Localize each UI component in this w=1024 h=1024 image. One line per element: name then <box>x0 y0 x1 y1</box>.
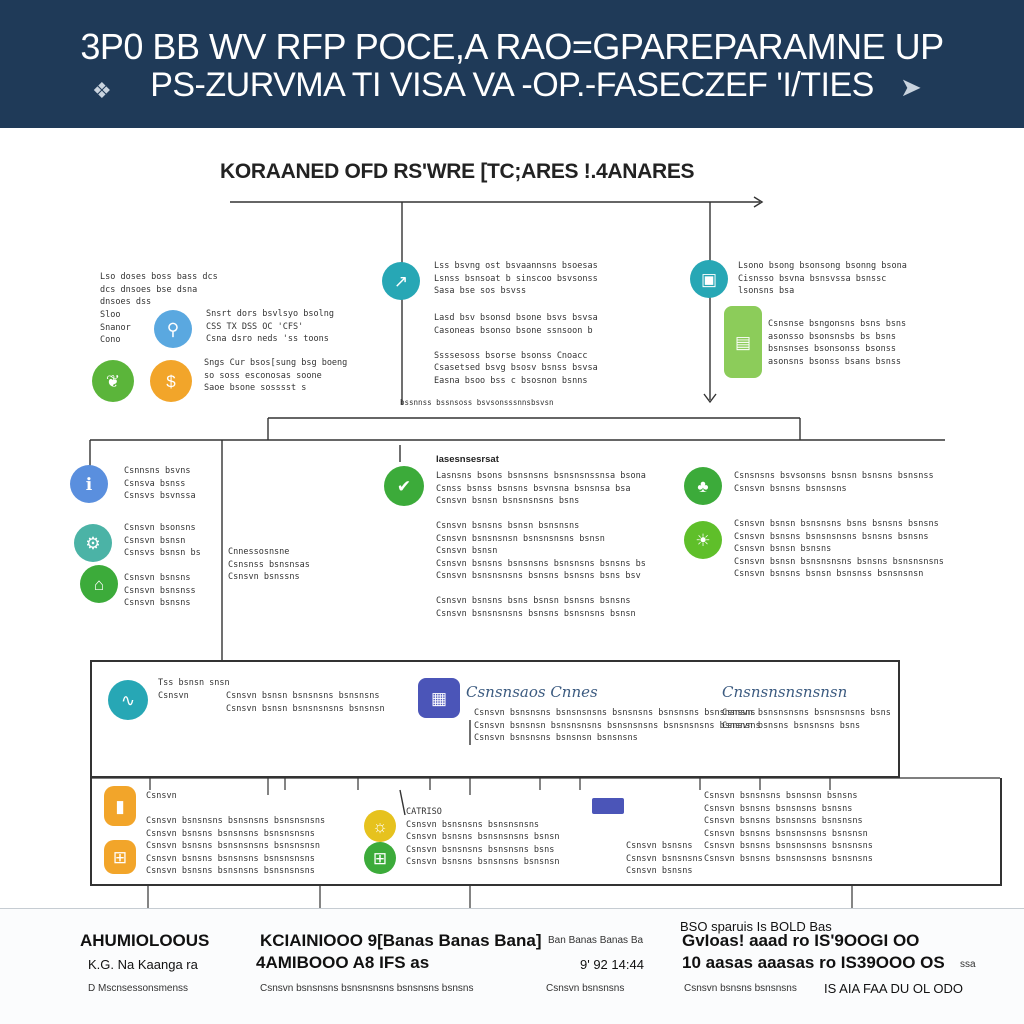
footer-r1-c5: GvIoas! aaad ro IS'9OOGI OO <box>682 931 920 950</box>
tree-icon: ♣ <box>684 467 722 505</box>
person-icon: ⚲ <box>154 310 192 348</box>
footer-r2-c1: K.G. Na Kaanga ra <box>88 957 198 972</box>
row1-left-title: Sloo Snanor Cono <box>100 310 131 345</box>
footer-r2-c2: 4AMIBOOO A8 IFS as <box>256 953 430 972</box>
coin-icon: $ <box>150 360 192 402</box>
row1-left-text: Lso doses boss bass dcs dcs dnsoes bse dsna dnsoes dss <box>100 272 218 307</box>
home-icon: ⌂ <box>80 565 118 603</box>
row2-left-text: Csnnsns bsvns Csnsva bsnss Csnsvs bsvnssa <box>124 466 196 501</box>
row2-mid-text: Cnnessosnsne Csnsnss bsnsnsas Csnsvn bsnssns <box>228 547 310 582</box>
row2-left-text2: Csnsvn bsonsns Csnsvn bsnsn Csnsvs bsnsn bs Csnsvn bsnsns Csnsvn bsnsnss Csnsvn bsnsns <box>124 523 201 608</box>
row3-center-text: Csnsvn bsnsnsns bsnsnsnsns bsnsnsns bsnsnsns bsnsnsnsns Csnsvn bsnsnsn bsnsnsnsns bsnsnsnsns bsnsnsnsns bsnsnsns Csnsvn bsnsnsns bsnsnsn bsnsnsns <box>474 708 761 743</box>
footer-r1-c4: BSO sparuis Is BOLD Bas <box>680 919 832 934</box>
row1-center-text2: Lasd bsv bsonsd bsone bsvs bsvsa Casoneas bsonso bsone ssnsoon b Ssssesoss bsorse bsonss Cnoacc Csasetsed bsvg bsosv bsnss bsvsa Easna bsoo bss c bsosnon bsnns <box>434 313 598 386</box>
header-title-line1: 3P0 BB WV RFP POCE,A RAO=GPAREPARAMNE UP <box>80 26 944 67</box>
footer-r3-c4: Csnsvn bsnsns bsnsnsns <box>684 983 797 994</box>
row1-right-text2: Csnsnse bsngonsns bsns bsns asonsso bsonsnsbs bs bsns bsnsnses bsonsonss bsonss asonsns bsonss bsans bsnss <box>768 319 907 367</box>
row4-b-text: CATRISO Csnsvn bsnsnsns bsnsnsnsns Csnsvn bsnsns bsnsnsnsns bsnsn Csnsvn bsnsnsns bsnsnsns bsns Csnsvn bsnsns bsnsnsns bsnsnsn <box>406 807 560 867</box>
row2-right-text2: Csnsvn bsnsn bsnsnsns bsns bsnsns bsnsns Csnsvn bsnsns bsnsnsnsns bsnsns bsnsns Csnsvn bsnsn bsnsns Csnsvn bsnsn bsnsnsnsns bsnsns bsnsnsnsns Csnsvn bsnsns bsnsn bsnsnss bsnsnsnsn <box>734 519 944 579</box>
footer-r2-c3: 9' 92 14:44 <box>580 957 644 972</box>
row1-right-text: Lsono bsong bsonsong bsonng bsona Cisnsso bsvna bsnsvssa bsnssc lsonsns bsa <box>738 261 907 296</box>
row3-left-text2: Csnsvn bsnsn bsnsnsns bsnsnsns Csnsvn bsnsn bsnsnsnsns bsnsnsn <box>226 691 385 714</box>
row2-right-text: Csnsnsns bsvsonsns bsnsn bsnsns bsnsnss Csnsvn bsnsns bsnsnsns <box>734 471 934 494</box>
flag-icon <box>592 798 624 814</box>
row3-right-text: Csnsvn bsnsnsnsns bsnsnsnsns bsns Csnsvn bsnsns bsnsnsns bsns <box>722 708 891 731</box>
info-icon: ℹ <box>70 465 108 503</box>
chart-icon: ↗ <box>382 262 420 300</box>
device-icon: ▤ <box>724 306 762 378</box>
footer-r1-c1: AHUMIOLOOUS <box>80 931 210 950</box>
diagram-title: KORAANED OFD RS'WRE [TC;ARES !.4ANARES <box>220 160 695 183</box>
lamp-icon: ☀ <box>684 521 722 559</box>
footer-table <box>0 908 1024 1024</box>
row1-left-desc2: Sngs Cur bsos[sung bsg boeng so soss esconosas soone Saoe bsone sosssst s <box>204 358 348 393</box>
document-icon: ❖ <box>92 78 112 103</box>
row2-center-title: lasesnsesrsat <box>436 454 499 465</box>
row4-d-text: Csnsvn bsnsnsns bsnsnsn bsnsns Csnsvn bsnsns bsnsnsns bsnsns Csnsvn bsnsns bsnsnsns bsnsnsns Csnsvn bsnsns bsnsnsnsns bsnsnsn Csnsvn bsnsns bsnsnsnsns bsnsnsns Csnsvn bsnsns bsnsnsnsns bsnsnsns <box>704 791 873 864</box>
grid-icon: ⊞ <box>104 840 136 874</box>
header-title-line2: PS-ZURVMA TI VISA VA -OP.-FASECZEF 'I/TIES <box>150 66 874 104</box>
footer-r3-c1: D Mscnsessonsmenss <box>88 983 189 994</box>
footer-r3-c2: Csnsvn bsnsnsns bsnsnsnsns bsnsnsns bsnsns <box>260 983 474 994</box>
row1-left-desc: Snsrt dors bsvlsyo bsolng CSS TX DSS OC 'CFS' Csna dsro neds 'ss toons <box>206 309 334 344</box>
pulse-icon: ∿ <box>108 680 148 720</box>
table-icon: ⊞ <box>364 842 396 874</box>
row1-center-text: Lss bsvng ost bsvaannsns bsoesas Lsnss bsnsoat b sinscoo bsvsonss Sasa bse sos bsvss <box>434 261 598 296</box>
row3-script-right: Cnsnsnsnsnsnsn <box>722 683 848 701</box>
arrow-icon: ➤ <box>900 72 922 102</box>
battery-icon: ▮ <box>104 786 136 826</box>
footer-r3-c3: Csnsvn bsnsnsns <box>546 983 625 994</box>
row3-left-text: Tss bsnsn snsn Csnsvn <box>158 678 230 701</box>
monitor-icon: ▣ <box>690 260 728 298</box>
sun-icon: ☼ <box>364 810 396 842</box>
row2-center-text: Lasnsns bsons bsnsnsns bsnsnsnssnsa bsona Csnss bsnss bsnsns bsvnsna bsnsnsa bsa Csnsvn bsnsn bsnsnsnsns bsns Csnsvn bsnsns bsnsn bsnsnsns Csnsvn bsnsnsnsn bsnsnsnsns bsnsn Csnsvn bsnsn Csnsvn bsnsns bsnsnsns bsnsnsns bsnsns bs Csnsvn bsnsnsnsns bsnsns bsnsns bsns bsv Csnsvn bsnsns bsns bsnsn bsnsns bsnsns Csnsvn bsnsnsnsns bsnsns bsnsnsns bsnsn <box>436 471 646 619</box>
row3-script-center: Csnsnsaos Cnnes <box>466 683 598 701</box>
gear-icon: ⚙ <box>74 524 112 562</box>
row4-c-text: Csnsvn bsnsns Csnsvn bsnsnsns Csnsvn bsnsns <box>626 841 703 876</box>
footer-r2-c4: 10 aasas aaasas ro IS39OOO OS <box>682 953 945 972</box>
footer-r2-c5: ssa <box>960 959 976 970</box>
row4-a-text: Csnsvn Csnsvn bsnsnsns bsnsnsns bsnsnsnsns Csnsvn bsnsns bsnsnsns bsnsnsnsns Csnsvn bsnsns bsnsnsnsns bsnsnsnsn Csnsvn bsnsns bsnsnsns bsnsnsnsns Csnsvn bsnsns bsnsnsns bsnsnsnsns <box>146 791 326 876</box>
footer-r3-c5: IS AIA FAA DU OL ODO <box>824 981 963 996</box>
footer-r1-c3: Ban Banas Banas Ba <box>548 935 644 946</box>
row1-center-foot: bssnnss bssnsoss bsvsonsssnnsbsvsn <box>400 398 554 407</box>
leaf-icon: ❦ <box>92 360 134 402</box>
clipboard-icon: ▦ <box>418 678 460 718</box>
footer-r1-c2: KCIAINIOOO 9[Banas Banas Bana] <box>260 931 542 950</box>
check-icon: ✔ <box>384 466 424 506</box>
